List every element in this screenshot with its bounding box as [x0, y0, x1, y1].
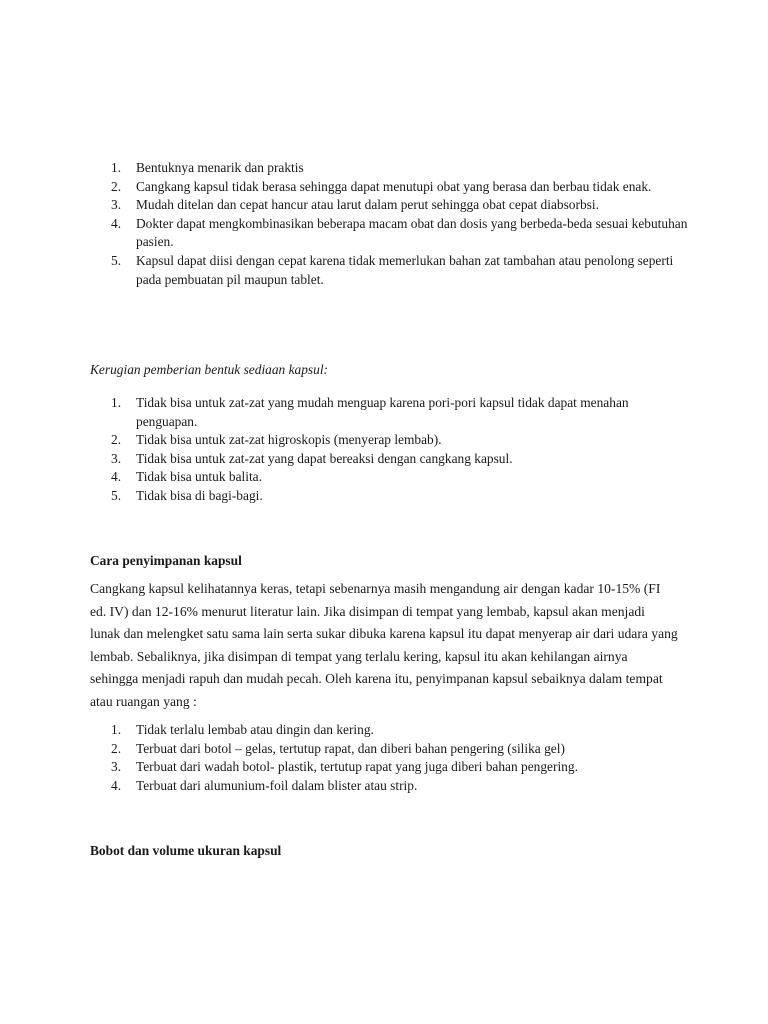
list-item-number: 2. [111, 740, 122, 756]
storage-list [90, 721, 690, 795]
storage-paragraph: Cangkang kapsul kelihatannya keras, tetapi sebenarnya masih mengandung air dengan kadar 10-15% (FI ed. IV) dan 12-16% menurut literatur lain. Jika disimpan di tempat yang lembab, kapsul akan menjadi lunak dan melengket satu sama lain serta sukar dibuka karena kapsul itu dapat menyerap air dari udara yang lembab. Sebaliknya, jika disimpan di tempat yang terlalu kering, kapsul itu akan kehilangan airnya sehingga menjadi rapuh dan mudah pecah. Oleh karena itu, penyimpanan kapsul sebaiknya dalam tempat atau ruangan yang : [90, 581, 678, 709]
list-item-text: Tidak bisa di bagi-bagi. [136, 487, 263, 503]
list-item [90, 450, 690, 469]
list-item [90, 252, 690, 289]
list-item-text: Dokter dapat mengkombinasikan beberapa macam obat dan dosis yang berbeda-beda sesuai kebutuhan pasien. [136, 215, 688, 250]
list-item-text: Terbuat dari alumunium-foil dalam blister atau strip. [136, 777, 418, 793]
list-item-text: Bentuknya menarik dan praktis [136, 160, 304, 175]
list-item-number: 3. [111, 759, 122, 775]
list-item [90, 487, 690, 506]
list-item-number: 5. [111, 487, 122, 503]
list-item [90, 740, 690, 759]
list-item [90, 721, 690, 740]
list-item-number: 1. [111, 395, 122, 410]
list-item [90, 468, 690, 487]
list-item-number: 3. [111, 450, 122, 466]
list-item-number: 4. [111, 777, 122, 793]
list-item [90, 758, 690, 777]
list-item [90, 215, 690, 252]
list-item-text: Mudah ditelan dan cepat hancur atau larut dalam perut sehingga obat cepat diabsorbsi. [136, 197, 599, 213]
list-item-text: Terbuat dari wadah botol- plastik, tertutup rapat yang juga diberi bahan pengering. [136, 759, 578, 775]
list-item-text: Kapsul dapat diisi dengan cepat karena tidak memerlukan bahan zat tambahan atau penolong seperti pada pembuatan pil maupun tablet. [136, 252, 674, 287]
list-item [90, 178, 690, 197]
list-item [90, 431, 690, 450]
list-item [90, 159, 690, 178]
list-item-number: 5. [111, 252, 122, 268]
list-item [90, 394, 690, 431]
list-item [90, 777, 690, 796]
list-item-text: Tidak bisa untuk balita. [136, 469, 262, 485]
list-item-number: 4. [111, 469, 122, 485]
list-item-number: 2. [111, 432, 122, 448]
list-item [90, 196, 690, 215]
list-item-text: Tidak terlalu lembab atau dingin dan kering. [136, 722, 374, 737]
list-item-text: Tidak bisa untuk zat-zat yang dapat bereaksi dengan cangkang kapsul. [136, 450, 513, 466]
list-item-number: 3. [111, 197, 122, 213]
list-item-text: Tidak bisa untuk zat-zat higroskopis (menyerap lembab). [136, 432, 442, 448]
disadvantages-list [90, 394, 690, 506]
advantages-list [90, 159, 690, 289]
list-item-number: 1. [111, 160, 122, 175]
list-item-number: 1. [111, 722, 122, 737]
storage-heading: Cara penyimpanan kapsul [90, 553, 242, 568]
disadvantages-heading: Kerugian pemberian bentuk sediaan kapsul: [90, 362, 329, 377]
weight-volume-heading: Bobot dan volume ukuran kapsul [90, 843, 282, 858]
list-item-number: 4. [111, 215, 122, 231]
list-item-number: 2. [111, 178, 122, 194]
list-item-text: Tidak bisa untuk zat-zat yang mudah menguap karena pori-pori kapsul tidak dapat menahan penguapan. [136, 395, 629, 429]
list-item-text: Cangkang kapsul tidak berasa sehingga dapat menutupi obat yang berasa dan berbau tidak enak. [136, 178, 652, 194]
list-item-text: Terbuat dari botol – gelas, tertutup rapat, dan diberi bahan pengering (silika gel) [136, 740, 565, 756]
